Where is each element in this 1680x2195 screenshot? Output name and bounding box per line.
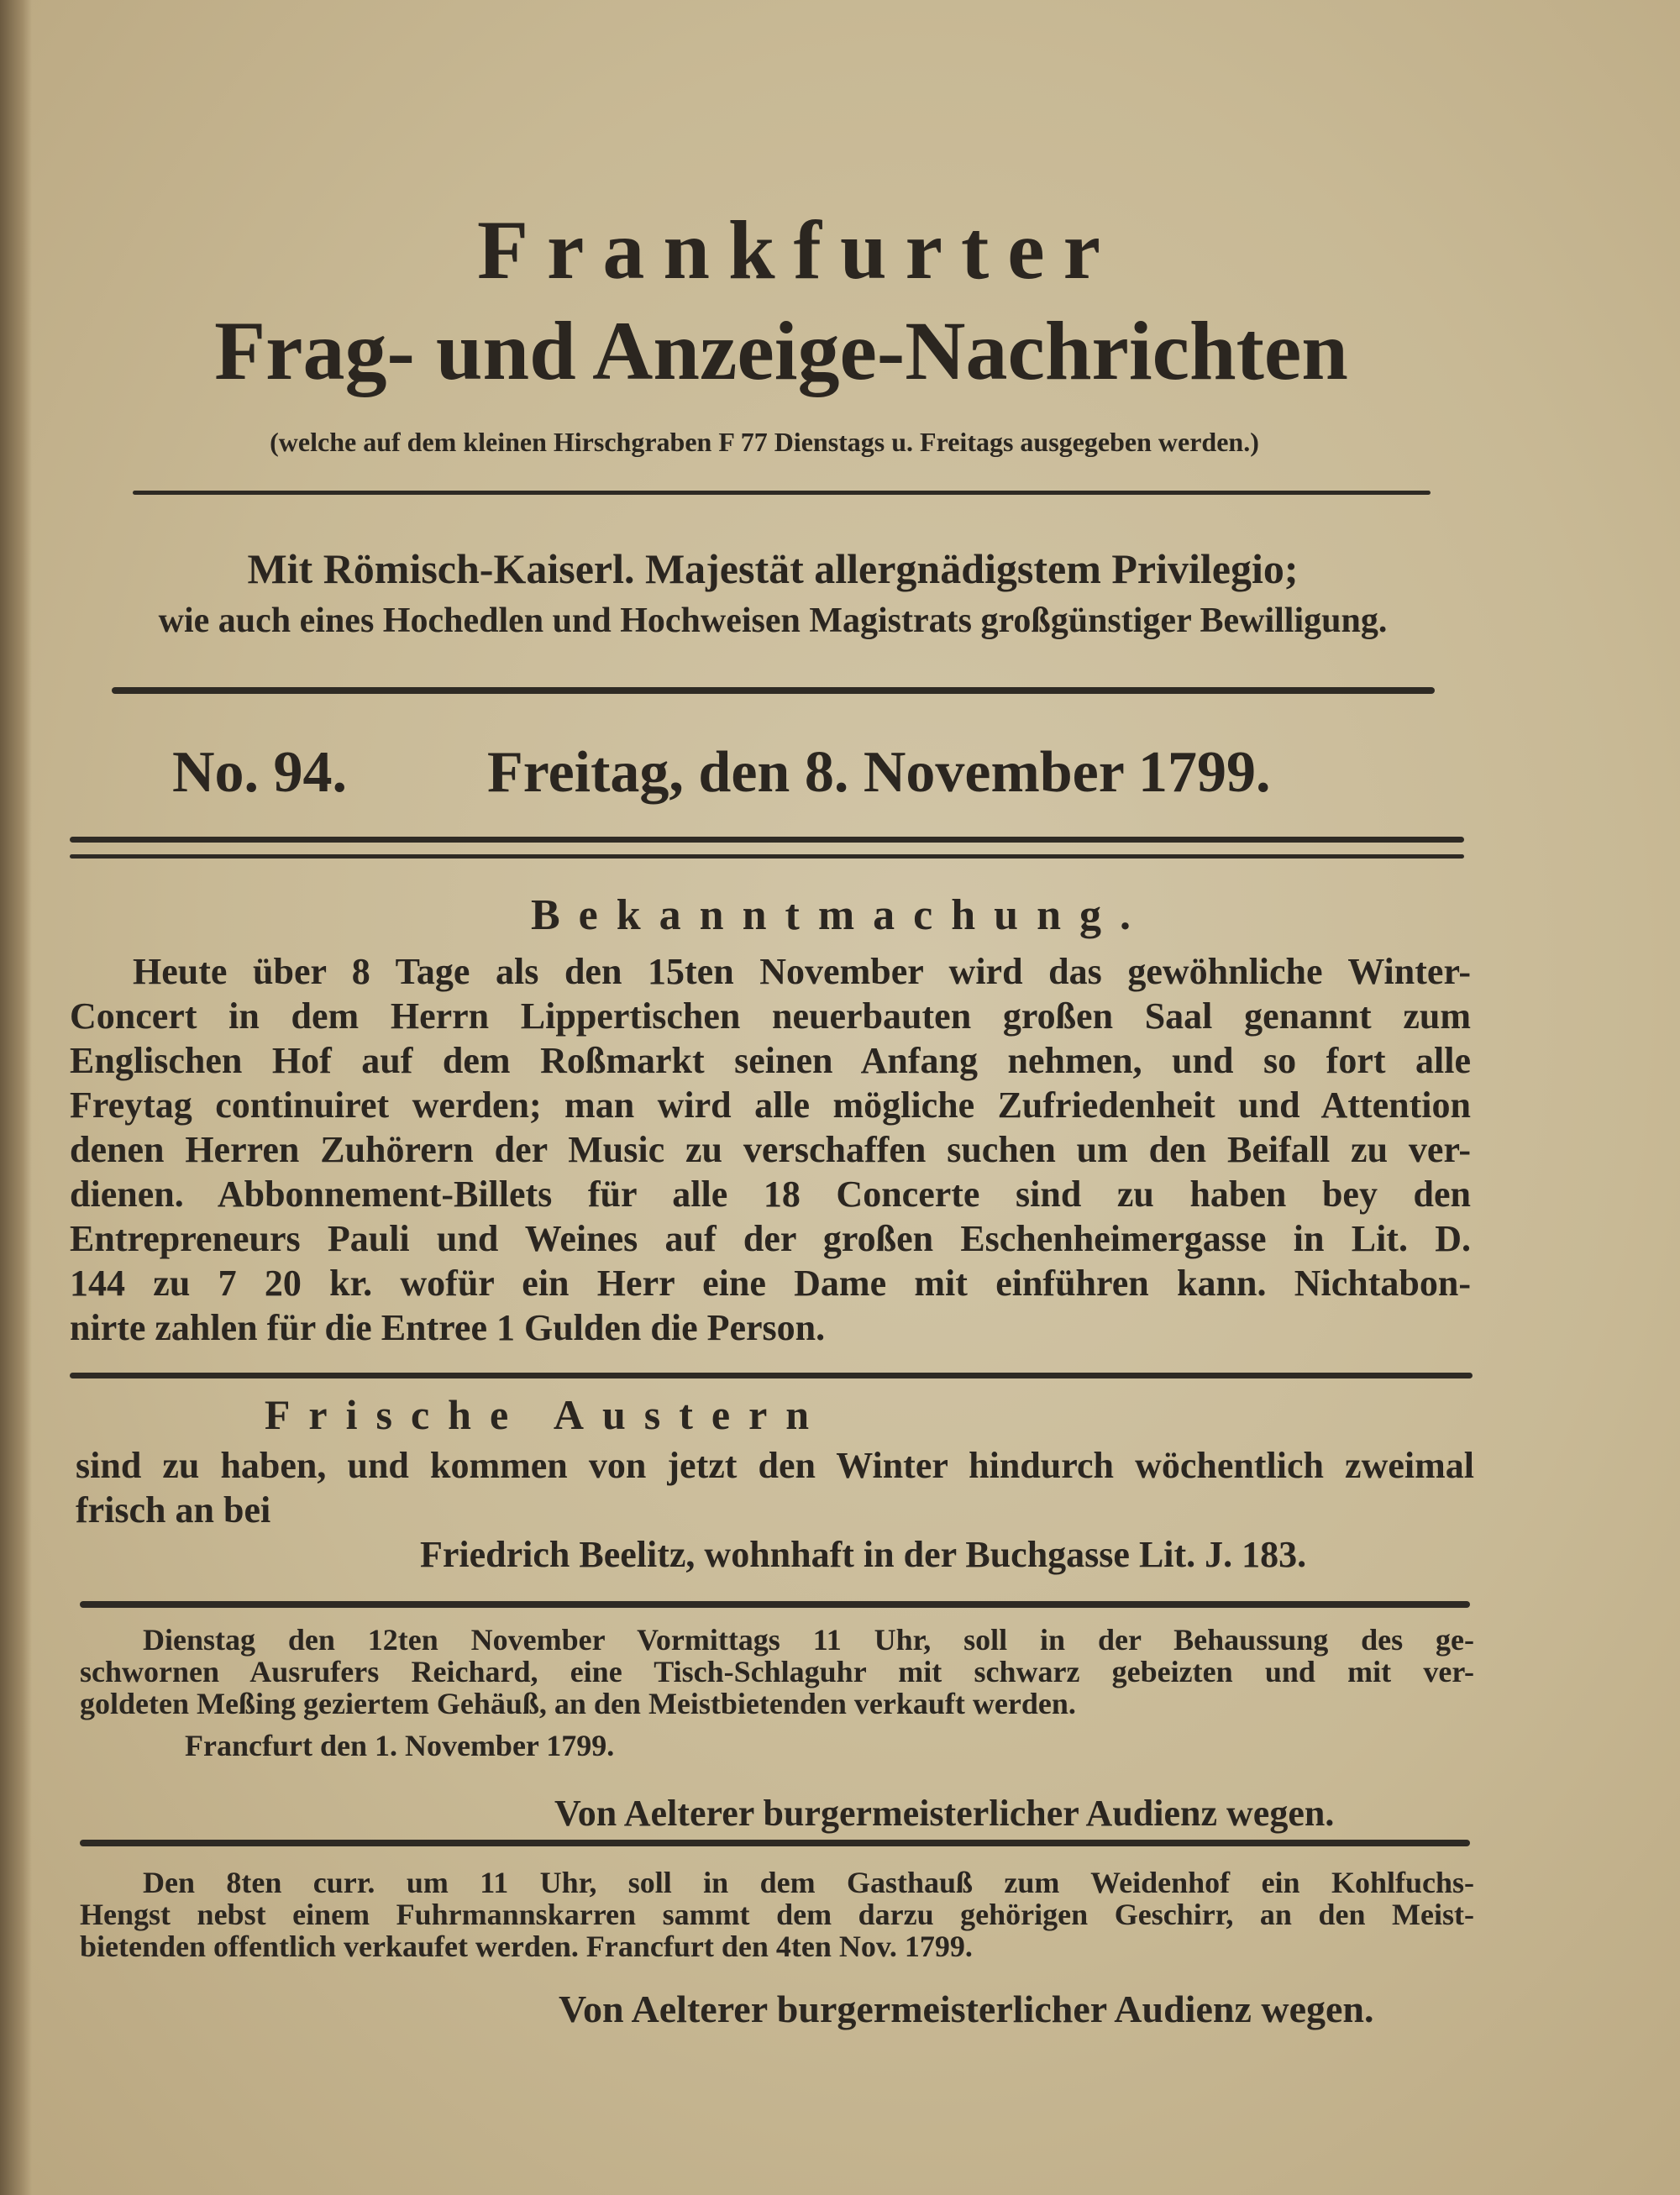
text-line: Concert in dem Herrn Lippertischen neuerbauten großen Saal genannt zum (70, 995, 1471, 1037)
text-line: frisch an bei (76, 1489, 271, 1531)
divider (80, 1840, 1470, 1846)
dateline: Francfurt den 1. November 1799. (185, 1729, 615, 1762)
masthead-subtitle: (welche auf dem kleinen Hirschgraben F 77 Dienstags u. Freitags ausgegeben werden.) (270, 427, 1259, 457)
text-line: Freytag continuiret werden; man wird alle mögliche Zufriedenheit und Attention (70, 1084, 1471, 1126)
double-divider-bottom (70, 854, 1464, 859)
article-body (80, 1624, 1474, 1762)
article-body (76, 1443, 1474, 1532)
masthead-title-line2: Frag- und Anzeige-Nachrichten (214, 304, 1348, 397)
signature: Von Aelterer burgermeisterlicher Audienz wegen. (554, 1793, 1335, 1834)
text-line: Dienstag den 12ten November Vormittags 11 Uhr, soll in der Behaussung des ge- (143, 1623, 1474, 1657)
page-binding-edge (0, 0, 32, 2195)
privilege-line2: wie auch eines Hochedlen und Hochweisen Magistrats großgünstiger Bewilligung. (158, 601, 1388, 640)
signature: Friedrich Beelitz, wohnhaft in der Buchgasse Lit. J. 183. (420, 1534, 1307, 1575)
text-line: 144 zu 7 20 kr. wofür ein Herr eine Dame mit einführen kann. Nichtabon- (70, 1263, 1471, 1304)
double-divider-top (70, 837, 1464, 843)
divider (112, 687, 1435, 694)
masthead-title-line1: Frankfurter (476, 203, 1120, 297)
article-heading: Frische Austern (264, 1391, 828, 1438)
text-line: Englischen Hof auf dem Roßmarkt seinen Anfang nehmen, und so fort alle (70, 1040, 1471, 1081)
text-line: sind zu haben, und kommen von jetzt den Winter hindurch wöchentlich zweimal (76, 1445, 1474, 1486)
text-line: Entrepreneurs Pauli und Weines auf der großen Eschenheimergasse in Lit. D. (70, 1218, 1471, 1259)
text-line: Hengst nebst einem Fuhrmannskarren sammt dem darzu gehörigen Geschirr, an den Meist- (80, 1898, 1474, 1931)
issue-date: Freitag, den 8. November 1799. (487, 740, 1271, 805)
article-body (80, 1867, 1474, 1962)
text-line: bietenden offentlich verkaufet werden. Francfurt den 4ten Nov. 1799. (80, 1930, 973, 1963)
privilege-line1: Mit Römisch-Kaiserl. Majestät allergnädigstem Privilegio; (247, 545, 1299, 592)
divider (80, 1601, 1470, 1608)
divider (70, 1373, 1473, 1378)
text-line: schwornen Ausrufers Reichard, eine Tisch-Schlaguhr mit schwarz gebeizten und mit ver- (80, 1655, 1474, 1688)
signature: Von Aelterer burgermeisterlicher Audienz wegen. (559, 1988, 1374, 2030)
article-body (70, 949, 1471, 1350)
text-line: goldeten Meßing geziertem Gehäuß, an den Meistbietenden verkauft werden. (80, 1687, 1076, 1720)
article-heading: Bekanntmachung. (531, 891, 1149, 939)
text-line: Heute über 8 Tage als den 15ten November wird das gewöhnliche Winter- (133, 951, 1471, 992)
text-line: denen Herren Zuhörern der Music zu verschaffen suchen um den Beifall zu ver- (70, 1129, 1471, 1170)
text-line: dienen. Abbonnement-Billets für alle 18 Concerte sind zu haben bey den (70, 1174, 1471, 1215)
text-line: nirte zahlen für die Entree 1 Gulden die Person. (70, 1307, 826, 1348)
divider (133, 491, 1431, 495)
text-line: Den 8ten curr. um 11 Uhr, soll in dem Gasthauß zum Weidenhof ein Kohlfuchs- (143, 1866, 1474, 1899)
issue-number: No. 94. (172, 740, 348, 805)
